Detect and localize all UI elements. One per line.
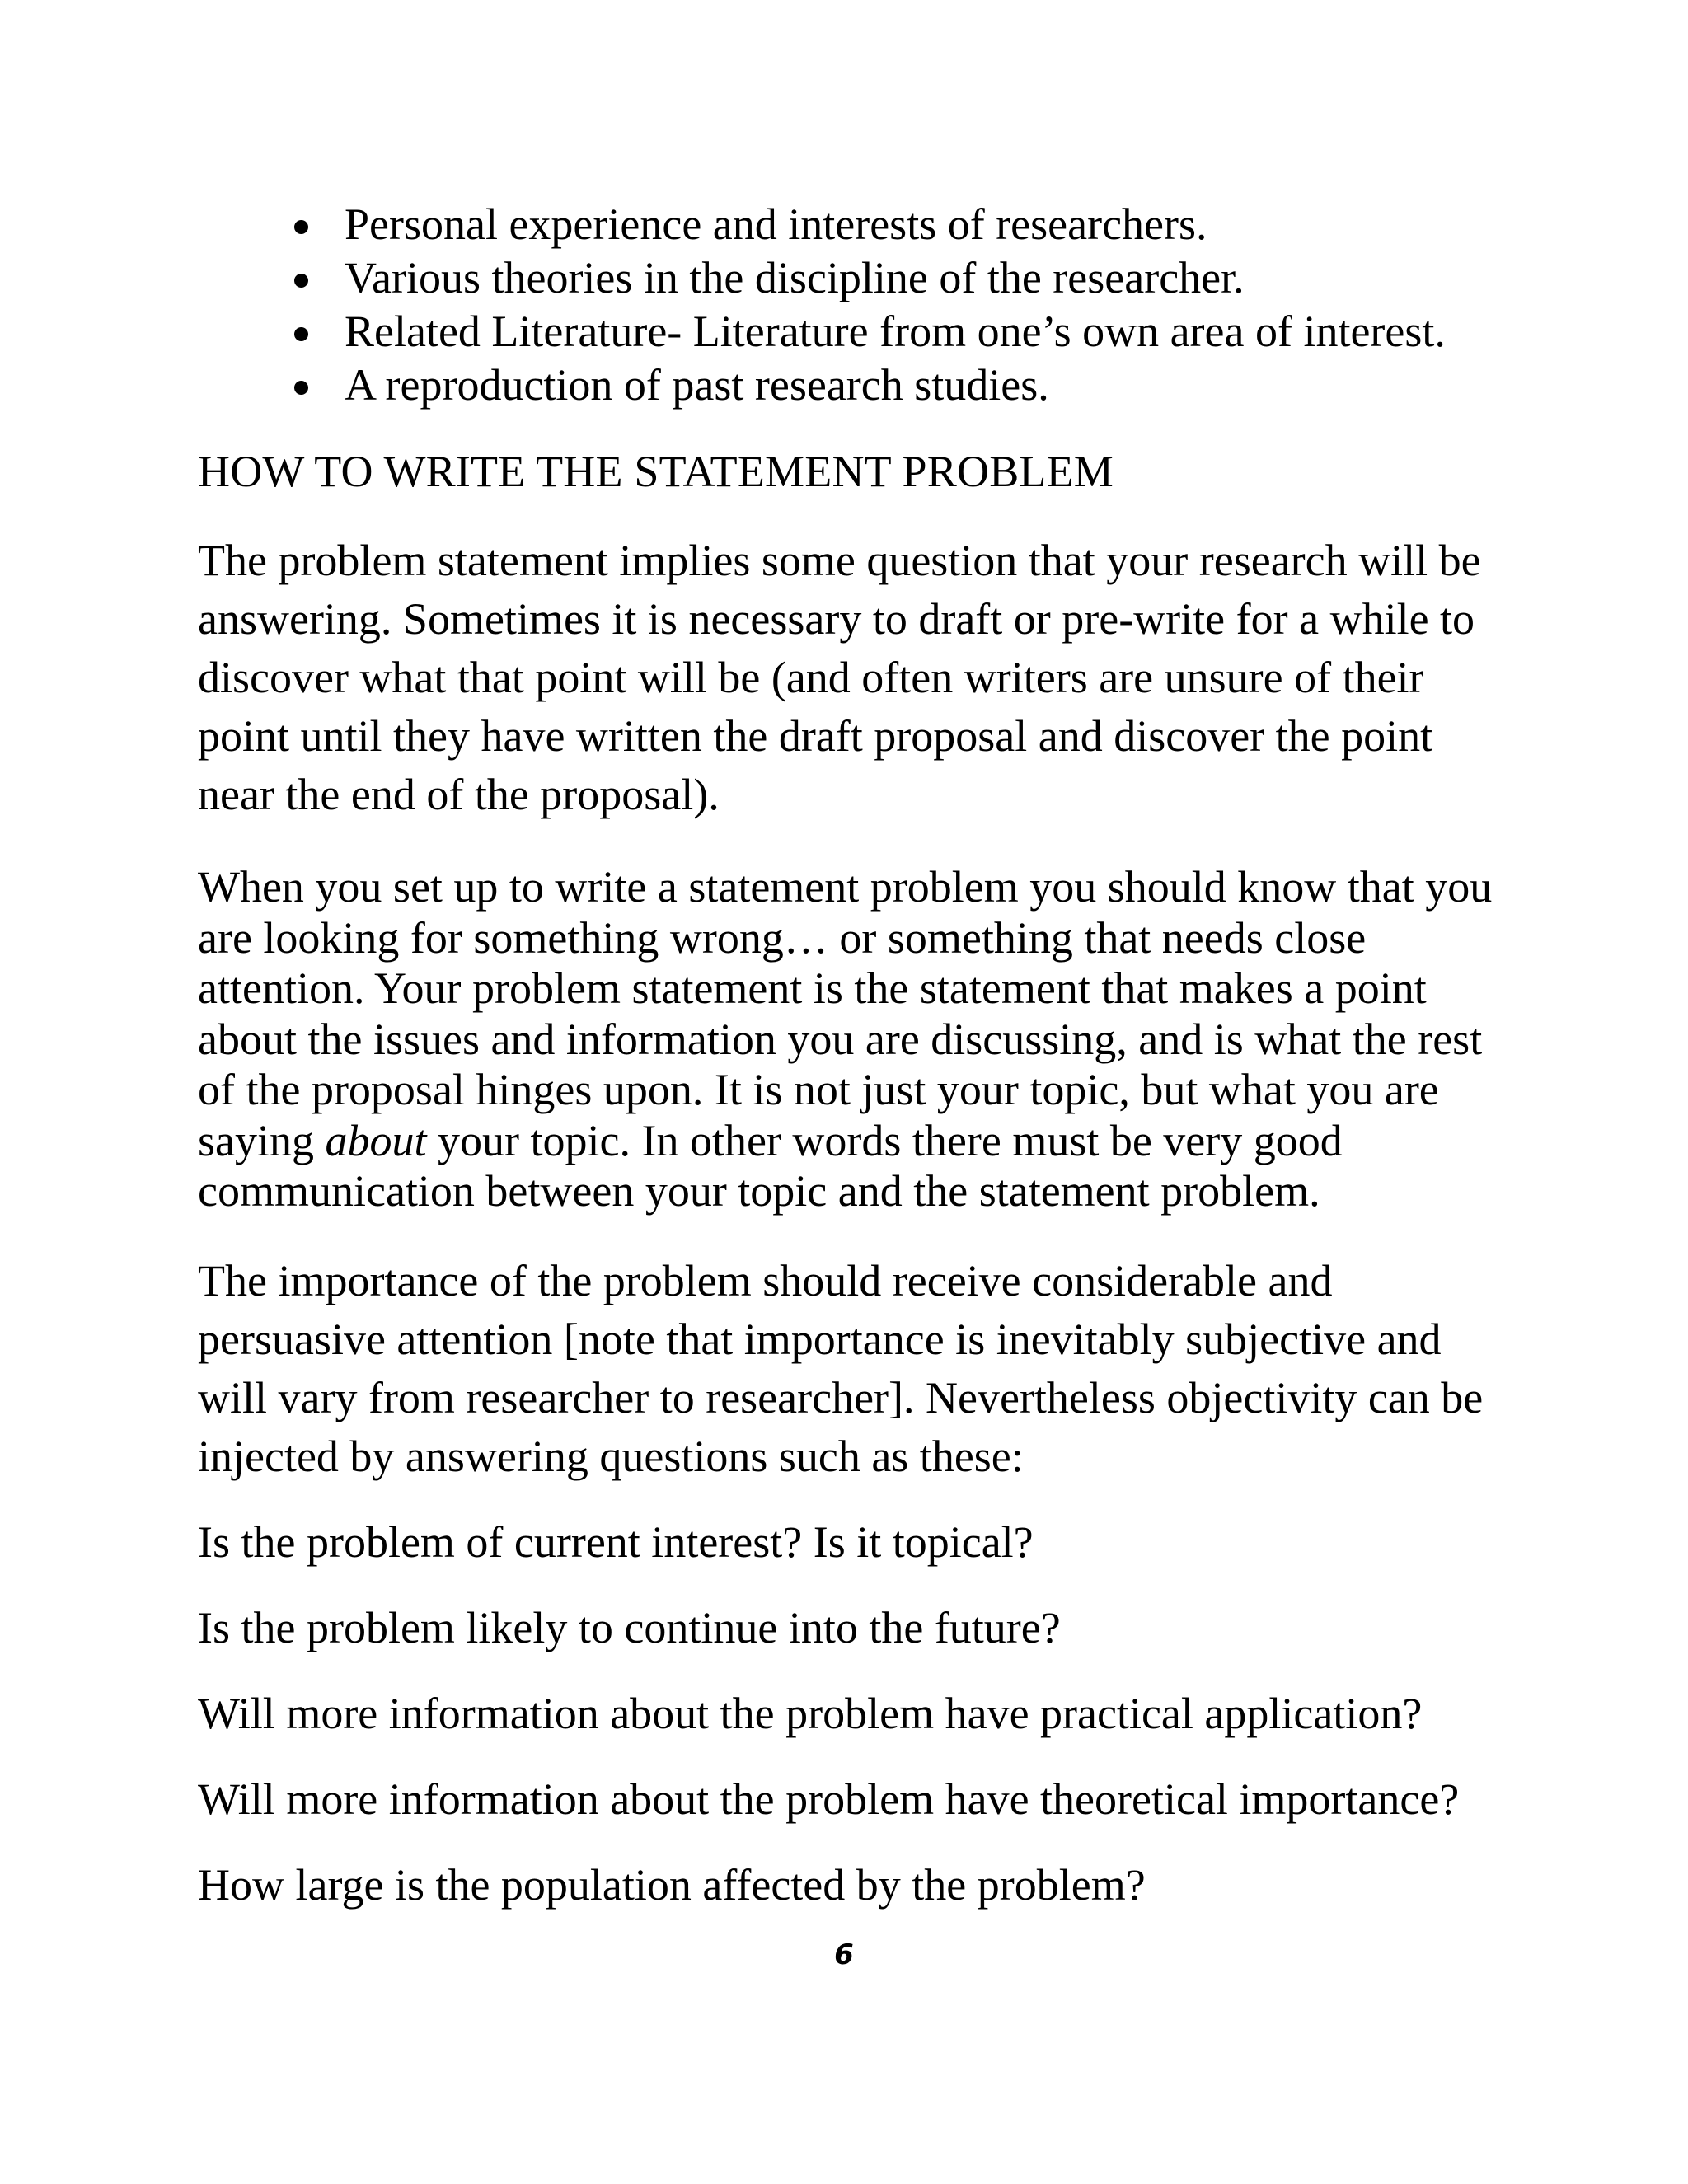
list-item-text: Various theories in the discipline of the researcher.	[345, 253, 1245, 302]
question-line: Will more information about the problem have theoretical importance?	[198, 1774, 1460, 1824]
page-number: 6	[834, 1938, 854, 1971]
list-item-text: Related Literature- Literature from one’s own area of interest.	[345, 307, 1446, 356]
question-line: Will more information about the problem have practical application?	[198, 1688, 1423, 1738]
bullet-icon	[294, 381, 308, 395]
document-page	[198, 198, 1517, 1912]
bullet-icon	[294, 327, 308, 341]
section-heading: HOW TO WRITE THE STATEMENT PROBLEM	[198, 447, 1114, 496]
list-item-text: Personal experience and interests of researchers.	[345, 199, 1207, 249]
importance-paragraph: The importance of the problem should receive considerable and persuasive attention [note that importance is inevitably subjective and will vary from researcher to researcher]. Nevertheless objectivity can be injected by answering questions such as these:	[198, 1255, 1484, 1481]
paragraph-text: your topic. In other words there must be very good communication between your topic and the statement problem.	[198, 1115, 1343, 1216]
list-item	[198, 198, 1517, 251]
bullet-icon	[294, 274, 308, 288]
bullet-icon	[294, 220, 308, 234]
question-line: Is the problem likely to continue into the future?	[198, 1602, 1061, 1652]
emphasis-text: about	[325, 1115, 427, 1165]
statement-problem-paragraph	[198, 862, 1517, 1217]
list-item-text: A reproduction of past research studies.	[345, 360, 1049, 410]
list-item	[198, 359, 1517, 412]
problem-statement-paragraph: The problem statement implies some question that your research will be answering. Sometimes it is necessary to draft or pre-write for a while to discover what that point will be (and often writers are unsure of their point until they have written the draft proposal and discover the point near the end of the proposal).	[198, 536, 1481, 819]
list-item	[198, 251, 1517, 305]
list-item	[198, 305, 1517, 359]
question-line: Is the problem of current interest? Is it topical?	[198, 1516, 1034, 1567]
source-of-problems-list	[198, 198, 1517, 412]
question-line: How large is the population affected by the problem?	[198, 1859, 1146, 1910]
paragraph-text: When you set up to write a statement problem you should know that you are looking for something wrong… or something that needs close attention. Your problem statement is the statement that makes a point about the issues and information you are discussing, and is what the rest of the proposal hinges upon. It is not just your topic, but what you are saying	[198, 862, 1493, 1165]
